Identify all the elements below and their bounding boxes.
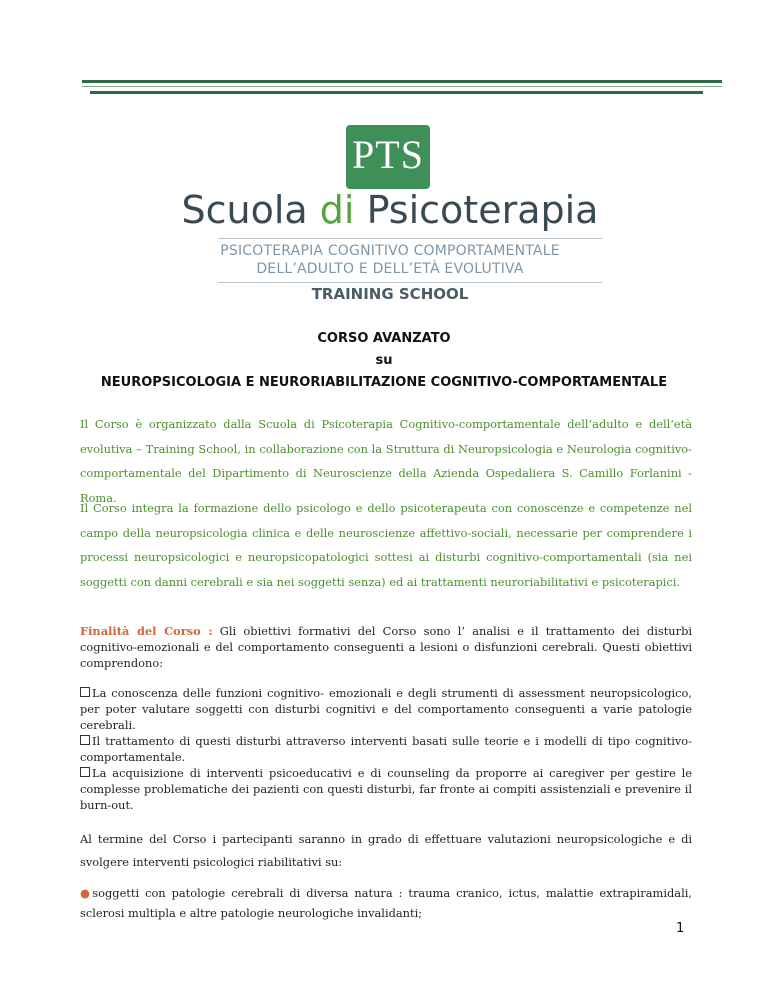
course-heading-3: NEUROPSICOLOGIA E NEURORIABILITAZIONE COGNITIVO-COMPORTAMENTALE — [100, 375, 668, 390]
objective-text: La acquisizione di interventi psicoeducativi e di counseling da proporre ai caregiver per gestire le complesse problematiche dei pazienti con questi disturbi, far fronte ai compiti assistenziali e prevenire il burn-out. — [80, 766, 692, 812]
logo-training-school: TRAINING SCHOOL — [311, 285, 469, 303]
intro-paragraph-1: Il Corso è organizzato dalla Scuola di Psicoterapia Cognitivo-comportamentale dell’adulto e dell’età evolutiva – Training School, in collaborazione con la Struttura di Neuropsicologia e Neurologia cognitivo-comportamentale del Dipartimento di Neuroscienze della Azienda Ospedaliera S. Camillo Forlanini -Roma. — [80, 417, 692, 505]
checkbox-bullet-icon — [80, 735, 90, 745]
objective-item — [80, 733, 692, 765]
course-heading-2: su — [375, 353, 393, 368]
objectives-list — [80, 685, 692, 813]
pts-logo-text: PTS — [352, 132, 424, 177]
top-rule-lower — [90, 91, 703, 94]
objective-text: La conoscenza delle funzioni cognitivo- emozionali e degli strumenti di assessment neuropsicologico, per poter valutare soggetti con disturbi cognitivi e del comportamento conseguenti a varie patologie cerebrali. — [80, 686, 692, 732]
top-rule-thin — [82, 86, 722, 87]
logo-title-scuola: Scuola — [181, 188, 320, 232]
top-rule — [82, 80, 722, 83]
school-logo — [170, 125, 610, 305]
logo-subtitle-1: PSICOTERAPIA COGNITIVO COMPORTAMENTALE — [220, 243, 560, 259]
objective-item — [80, 685, 692, 733]
intro-paragraph-2: Il Corso integra la formazione dello psicologo e dello psicoterapeuta con conoscenze e competenze nel campo della neuropsicologia clinica e delle neuroscienze affettivo-sociali, necessarie per comprendere i processi neuropsicologici e neuropsicopatologici sottesi ai disturbi cognitivo-comportamentali (sia nei soggetti con danni cerebrali e sia nei soggetti senza) ed ai trattamenti neuroriabilitativi e psicoterapici. — [80, 501, 692, 589]
course-heading-1: CORSO AVANZATO — [317, 331, 451, 346]
logo-title-di: di — [319, 188, 355, 232]
page-number: 1 — [676, 921, 685, 936]
logo-divider-top — [218, 238, 602, 239]
termine-paragraph: Al termine del Corso i partecipanti saranno in grado di effettuare valutazioni neuropsicologiche e di svolgere interventi psicologici riabilitativi su: — [80, 832, 692, 869]
soggetti-text: soggetti con patologie cerebrali di diversa natura : trauma cranico, ictus, malattie extrapiramidali, sclerosi multipla e altre patologie neurologiche invalidanti; — [80, 886, 692, 920]
finalita-text: Gli obiettivi formativi del Corso sono l’ analisi e il trattamento dei disturbi cognitivo-emozionali e del comportamento conseguenti a lesioni o disfunzioni cerebrali. Questi obiettivi comprendono: — [80, 624, 693, 670]
logo-title — [170, 188, 610, 232]
logo-subtitle-2: DELL’ADULTO E DELL’ETÀ EVOLUTIVA — [256, 261, 524, 277]
bullet-dot-icon: ● — [80, 886, 93, 900]
checkbox-bullet-icon — [80, 767, 90, 777]
checkbox-bullet-icon — [80, 687, 90, 697]
logo-divider-bottom — [218, 282, 602, 283]
pts-logo-mark — [346, 125, 430, 189]
finalita-label: Finalità del Corso : — [80, 624, 213, 638]
objective-text: Il trattamento di questi disturbi attraverso interventi basati sulle teorie e i modelli di tipo cognitivo-comportamentale. — [80, 734, 692, 764]
soggetti-item — [80, 883, 692, 923]
objective-item — [80, 765, 692, 813]
logo-title-psicoterapia: Psicoterapia — [354, 188, 599, 232]
finalita-paragraph — [80, 623, 692, 671]
